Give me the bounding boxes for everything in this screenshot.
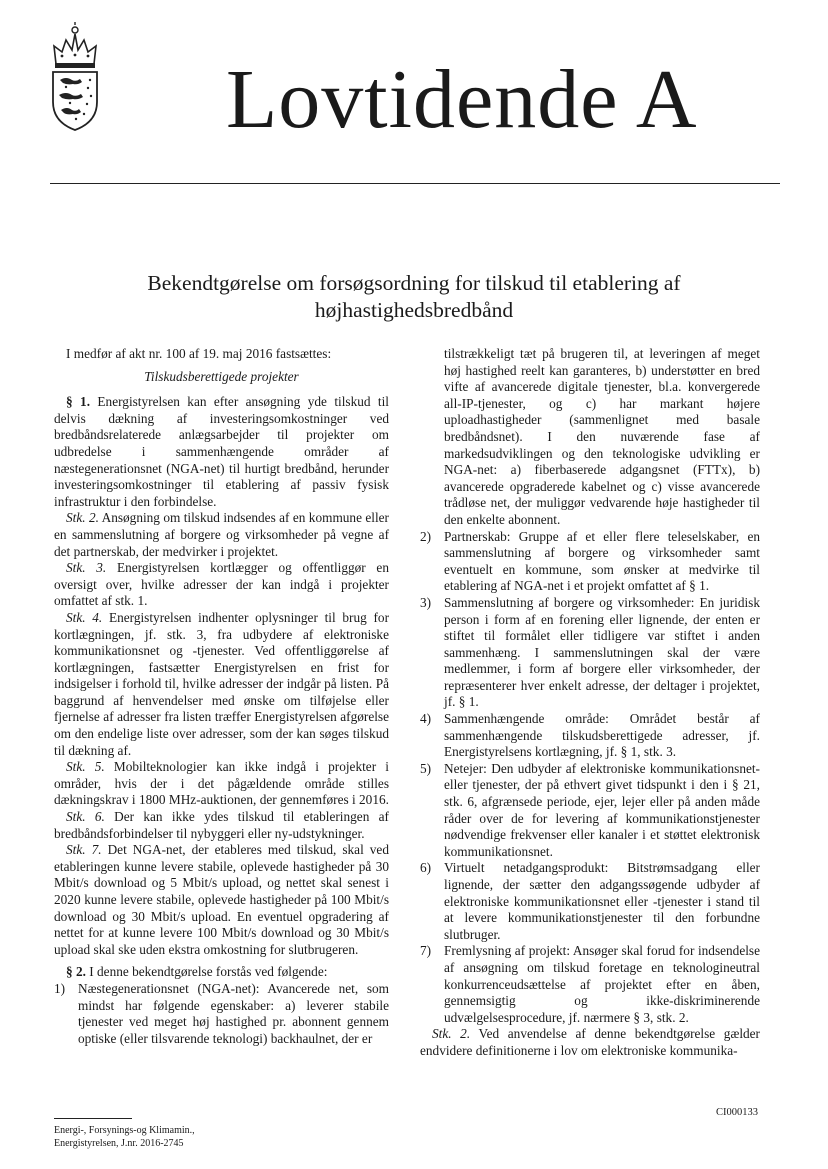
list-item: 7) Fremlysning af projekt: Ansøger skal forud for indsendelse af ansøgning om tilskud foretage en teknologineutral konkurrenceudsættelse af projektet efter en åben, gennemsigtig og ikke-diskriminerende udvælgelsesprocedure, jf. nærmere § 3, stk. 2. — [420, 943, 760, 1025]
stk-label: Stk. 5. — [66, 759, 105, 775]
stk-6: Stk. 6. Der kan ikke ydes tilskud til etableringen af bredbåndsforbindelser til nybyggeri eller ny-udstykninger. — [54, 809, 389, 841]
left-column — [54, 346, 389, 1047]
list-item: 4) Sammenhængende område: Området består af sammenhængende tilskudsberettigede adresser, jf. Energistyrelsens kortlægning, jf. § 1, stk. 3. — [420, 711, 760, 760]
list-item: 2) Partnerskab: Gruppe af et eller flere teleselskaber, en sammenslutning af borgere og virksomheder samt eventuelt en kommune, som ønsker at medvirke til etablering af NGA-net i et projekt omfattet af § 1. — [420, 528, 760, 594]
list-item-continuation: tilstrækkeligt tæt på brugeren til, at leveringen af meget høj hastighed reelt kan garanteres, b) understøtter en bred vifte af avancerede digitale tjenester, bl.a. konvergerede all-IP-tjenester, og c) har markant højere uploadhastigheder (sammenlignet med basale bredbåndsnet). I den nuværende fase af markedsudviklingen og den teknologiske udvikling er NGA-net: a) fiberbaserede adgangsnet (FTTx), b) avancerede opgraderede kabelnet og c) visse avancerede trådløse net, der muliggør vedvarende høje hastigheder til den enkelte abonnent. — [444, 346, 760, 527]
footer-divider — [54, 1118, 132, 1119]
stk-2: Stk. 2. Ansøgning om tilskud indsendes af en kommune eller en sammenslutning af borgere og virksomheder på vegne af det partnerskab, der medvirker i projektet. — [54, 510, 389, 559]
list-item: 6) Virtuelt netadgangsprodukt: Bitstrømsadgang eller lignende, der sætter den adgangssøgende udbyder af elektroniske kommunikationsnet eller -tjenester i stand til at levere kommunikationstjenester til den forbundne slutbruger. — [420, 860, 760, 942]
right-column — [420, 346, 760, 1060]
intro-text: I medfør af akt nr. 100 af 19. maj 2016 fastsættes: — [66, 346, 332, 361]
list-item-number: 1) — [54, 980, 66, 996]
list-item-number: 4) — [420, 711, 432, 727]
list-item-number: 7) — [420, 943, 432, 959]
stk-7: Stk. 7. Det NGA-net, der etableres med tilskud, skal ved etableringen kunne levere stabile, oplevede hastigheder på 30 Mbit/s download og 5 Mbit/s upload, og nettet skal senest i 2020 kunne levere stabile, oplevede hastigheder på 100 Mbit/s download og 30 Mbit/s upload. En eventuel opgradering af nettet for at kunne levere 100 Mbit/s download og 30 Mbit/s upload skal ske uden ekstra omkostning for slutbrugeren. — [54, 842, 389, 957]
title-line-1: Bekendtgørelse om forsøgsordning for tilskud til etablering af — [147, 271, 681, 295]
document-code: CI000133 — [716, 1107, 758, 1118]
section-heading: Tilskudsberettigede projekter — [144, 368, 299, 384]
stk-label: Stk. 4. — [66, 609, 103, 625]
stk-label: Stk. 2. — [66, 510, 99, 526]
footer-note — [54, 1124, 195, 1150]
royal-crest-icon — [46, 22, 104, 132]
footer-reference: Energistyrelsen, J.nr. 2016-2745 — [54, 1138, 184, 1149]
stk-label: Stk. 3. — [66, 560, 107, 576]
footer-ministry: Energi-, Forsynings-og Klimamin., — [54, 1125, 195, 1136]
stk-label: Stk. 2. — [432, 1026, 471, 1042]
document-title — [60, 270, 768, 324]
paragraph-number: § 1. — [66, 394, 91, 410]
stk-label: Stk. 7. — [66, 842, 102, 858]
paragraph-1: § 1. Energistyrelsen kan efter ansøgning yde tilskud til delvis dækning af investeringsomkostninger ved bredbåndsrelaterede anlægsarbejder til projekter om udbredelse i sammenhængende områder af næstegenerationsnet (NGA-net) til hurtigt bredbånd, herunder investeringsomkostninger til etablering af passiv fysisk infrastruktur i den forbindelse. — [54, 394, 390, 509]
stk-3: Stk. 3. Energistyrelsen kortlægger og offentliggør en oversigt over, hvilke adresser der kan indgå i projekter omfattet af stk. 1. — [54, 560, 389, 609]
list-item: 5) Netejer: Den udbyder af elektroniske kommunikationsnet- eller tjenester, der på ethvert givet tidspunkt i den i § 21, stk. 6, afgrænsede periode, ejer, lejer eller på anden måde råder over de for levering af kommunikationstjenester nødvendige frekvenser eller kanaler i et støttet elektronisk kommunikationsnet. — [420, 760, 760, 859]
paragraph-number: § 2. — [66, 964, 86, 980]
stk-5: Stk. 5. Mobilteknologier kan ikke indgå i projekter i områder, hvis der i det pågældende område stilles dækningskrav i 1800 MHz-auktionen, der gennemføres i 2016. — [54, 759, 389, 808]
stk-label: Stk. 6. — [66, 809, 105, 825]
header-divider — [50, 183, 780, 184]
masthead-title: Lovtidende A — [226, 53, 698, 146]
list-item-number: 5) — [420, 760, 432, 776]
list-item-number: 2) — [420, 528, 432, 544]
title-line-2: højhastighedsbredbånd — [314, 298, 514, 322]
list-item: 3) Sammenslutning af borgere og virksomheder: En juridisk person i form af en forening eller lignende, der enten er stiftet til formålet eller tidligere var stiftet i anden sammenhæng. I sammenslutningen skal der være medlemmer, i form af borgere eller virksomheder, der repræsenterer hver enkelt adresse, der deltager i projektet, jf. § 1. — [420, 594, 760, 710]
list-item-number: 3) — [420, 594, 432, 610]
paragraph-2: § 2. I denne bekendtgørelse forstås ved følgende: — [66, 964, 328, 980]
stk-4: Stk. 4. Energistyrelsen indhenter oplysninger til brug for kortlægningen, jf. stk. 3, fra udbydere af elektroniske kommunikationsnet og -tjenester. Ved offentliggørelse af kortlægningen, fastsætter Energistyrelsen en frist for indsigelser i forhold til, hvilke adresser der indgår på listen. På baggrund af henvendelser med ønske om tilføjelse eller fjernelse af adresser fra listen træffer Energistyrelsen afgørelse om den endelige liste over adresser, som der kan søges tilskud til dækning af. — [54, 609, 389, 758]
stk-2-definitions: Stk. 2. Ved anvendelse af denne bekendtgørelse gælder endvidere definitionerne i lov om elektroniske kommunika- — [420, 1026, 760, 1058]
list-item: 1) Næstegenerationsnet (NGA-net): Avancerede net, som mindst har følgende egenskaber: a) leverer stabile tjenester ved meget høj hastighed pr. abonnent gennem optiske (eller tilsvarende teknologi) backhaulnet, der er — [54, 980, 389, 1046]
list-item-number: 6) — [420, 860, 432, 876]
